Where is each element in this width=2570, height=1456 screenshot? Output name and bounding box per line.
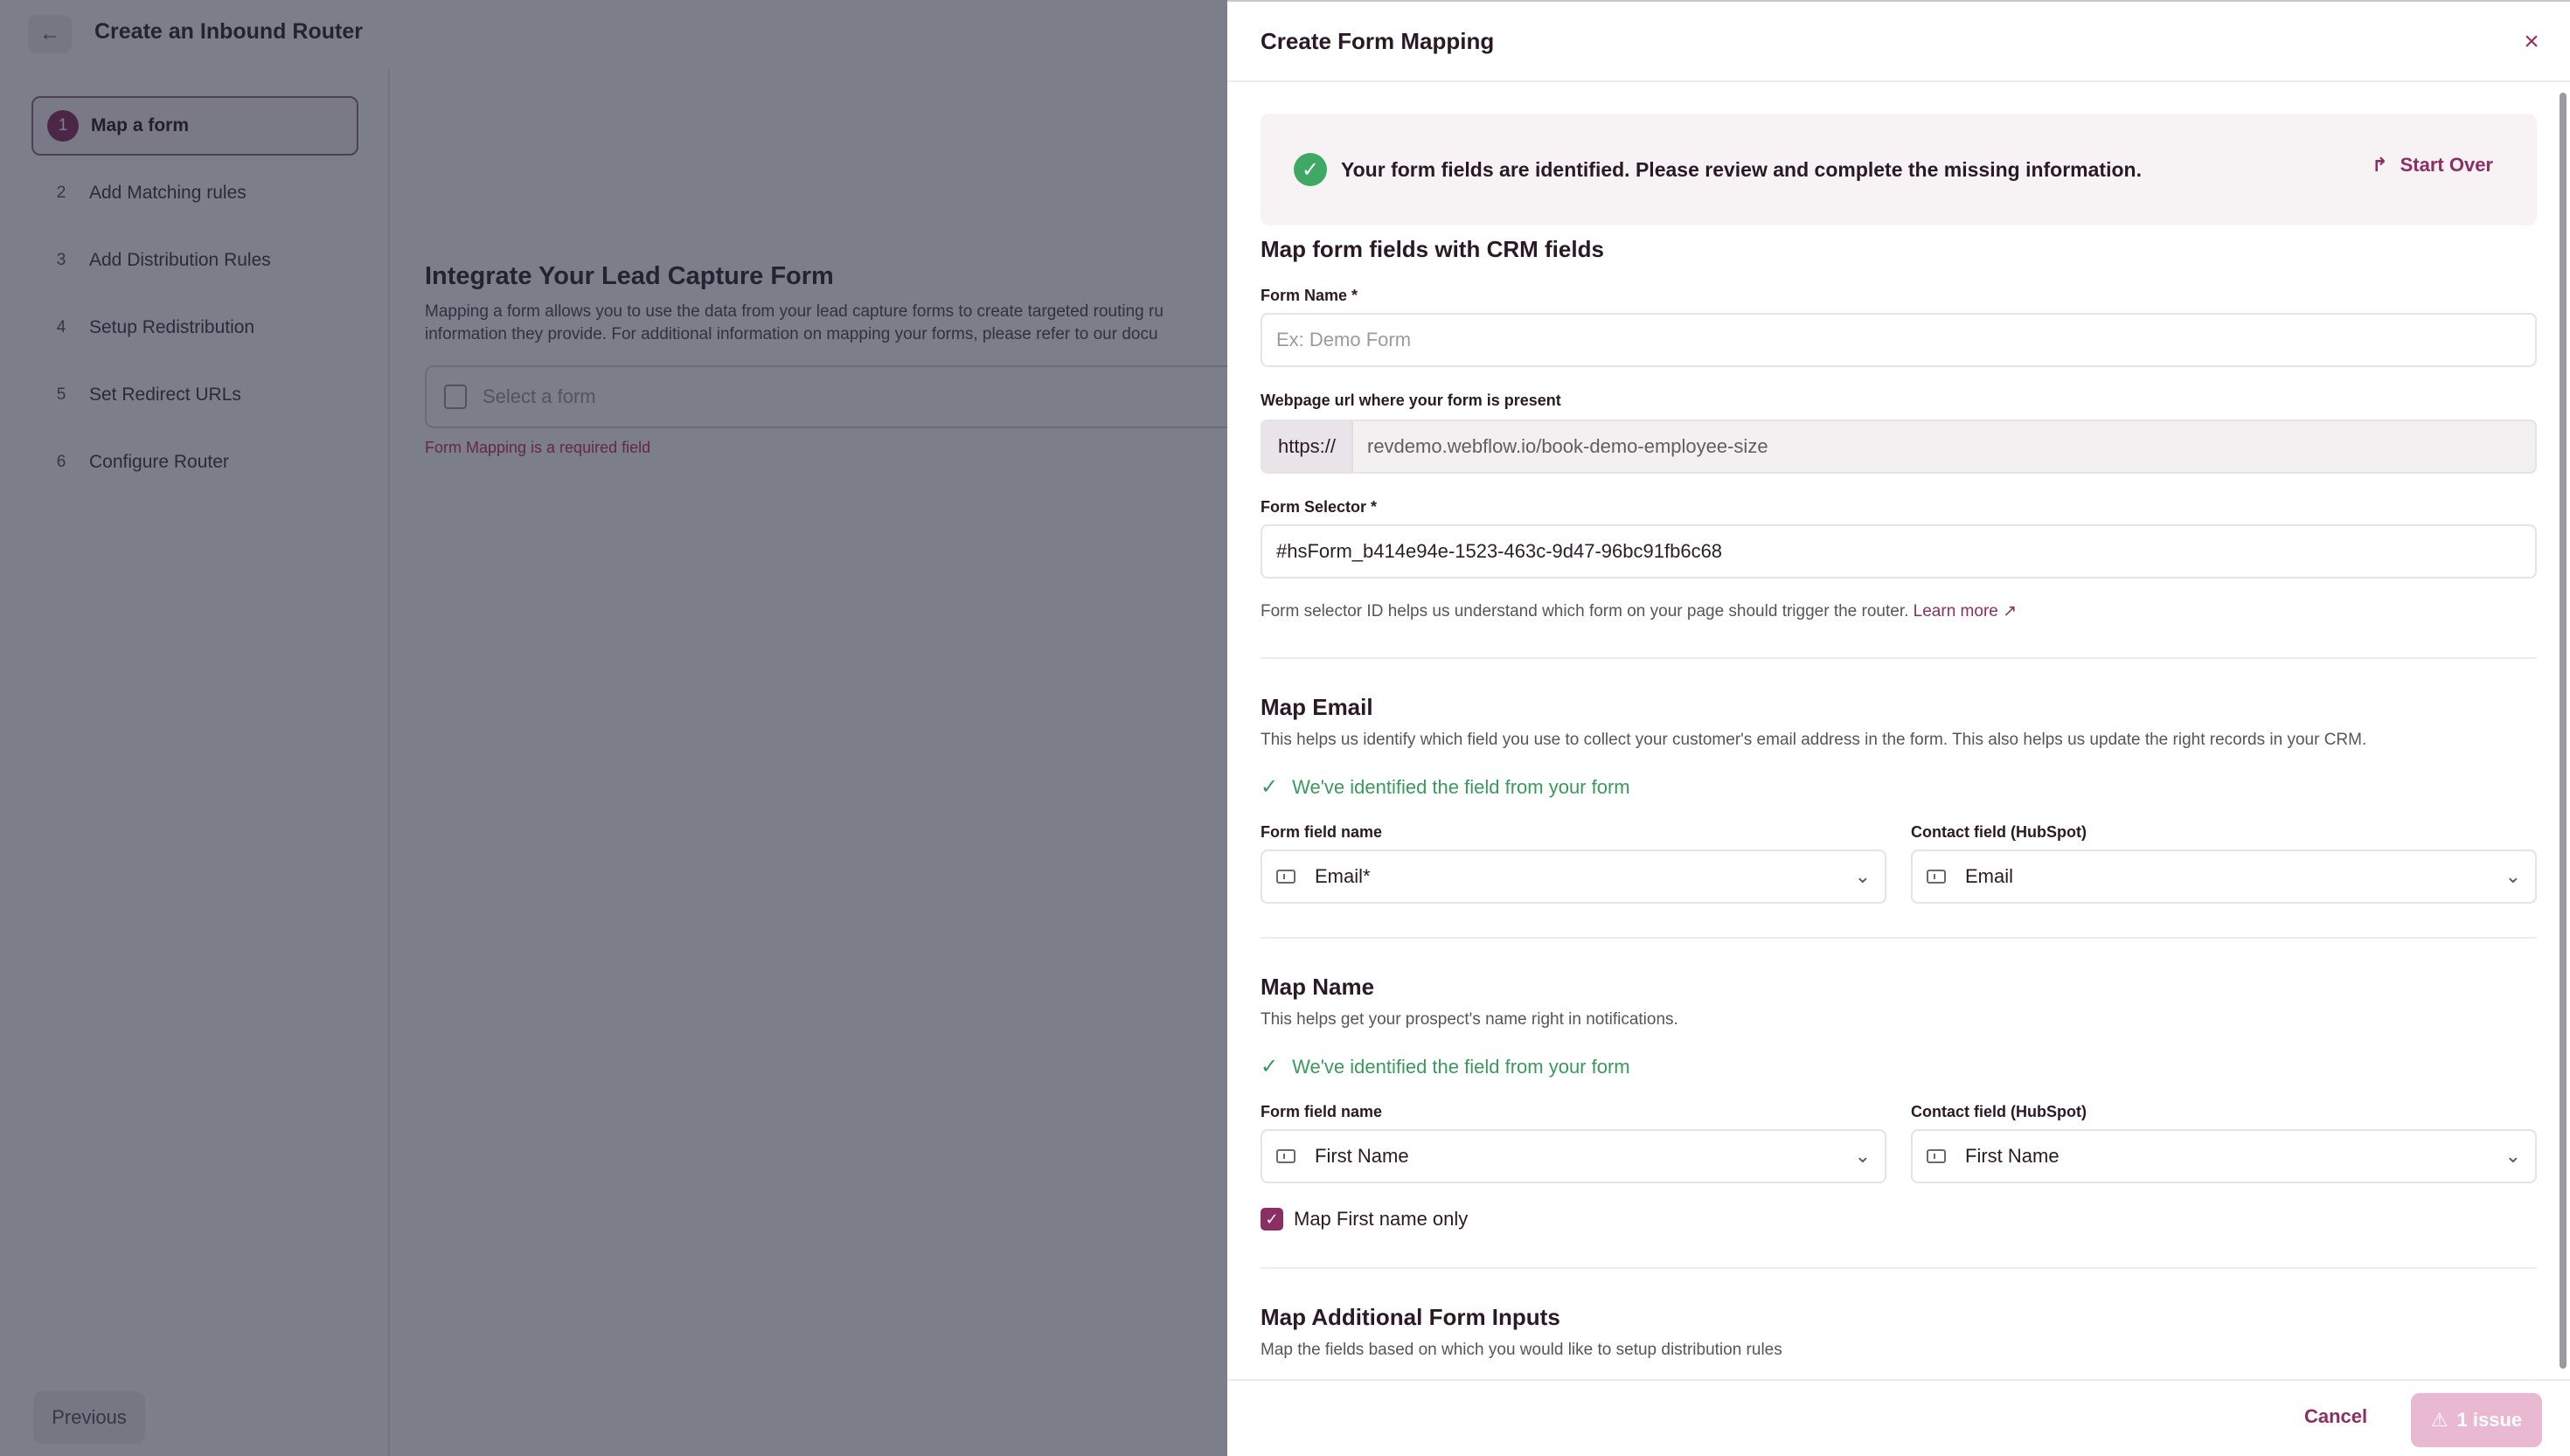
map-additional-description: Map the fields based on which you would like to setup distribution rules	[1261, 1341, 1782, 1359]
name-form-field-select[interactable]	[1261, 1129, 1886, 1183]
scrollbar[interactable]	[2560, 93, 2567, 1369]
chevron-down-icon: ⌄	[1854, 1145, 1871, 1167]
form-name-placeholder: Ex: Demo Form	[1276, 329, 1412, 350]
start-over-label: Start Over	[2400, 154, 2493, 176]
issues-button[interactable]	[2411, 1393, 2542, 1447]
form-mapping-drawer	[1227, 0, 2570, 1456]
selected-value: First Name	[1965, 1145, 2059, 1167]
section-divider	[1261, 937, 2537, 939]
selected-value: First Name	[1315, 1145, 1409, 1167]
learn-more-link[interactable]: Learn more ↗	[1913, 602, 2018, 621]
form-field-icon	[1276, 1149, 1295, 1163]
close-icon: ×	[2524, 27, 2539, 56]
chevron-down-icon: ⌄	[2504, 1145, 2521, 1167]
name-contact-field-select[interactable]	[1911, 1129, 2537, 1183]
form-name-input[interactable]	[1261, 313, 2537, 367]
email-contact-field-select[interactable]	[1911, 849, 2537, 904]
selected-value: Email*	[1315, 865, 1371, 887]
url-prefix: https://	[1262, 421, 1353, 472]
webpage-url-input[interactable]	[1261, 419, 2537, 474]
drawer-header	[1227, 2, 2570, 82]
form-selector-helper	[1261, 601, 2017, 621]
check-circle-icon: ✓	[1294, 153, 1327, 186]
chevron-down-icon: ⌄	[2504, 865, 2521, 887]
form-field-icon	[1927, 1149, 1946, 1163]
helper-text: Form selector ID helps us understand which form on your page should trigger the router.	[1261, 602, 1909, 621]
form-field-icon	[1927, 870, 1946, 884]
email-form-field-label: Form field name	[1261, 823, 1383, 841]
map-name-title: Map Name	[1261, 974, 1375, 1000]
banner-text: Your form fields are identified. Please review and complete the missing information.	[1341, 157, 2142, 181]
chevron-down-icon: ⌄	[1854, 865, 1871, 887]
selected-value: Email	[1965, 865, 2014, 887]
warning-icon: ⚠	[2430, 1409, 2448, 1431]
start-over-button[interactable]	[2372, 154, 2493, 177]
email-identified-status	[1261, 774, 1630, 800]
name-contact-field-label: Contact field (HubSpot)	[1911, 1103, 2087, 1120]
first-name-only-option[interactable]	[1261, 1208, 1468, 1231]
first-name-only-label: Map First name only	[1294, 1208, 1469, 1230]
map-name-description: This helps get your prospect's name right in notifications.	[1261, 1010, 1678, 1029]
issue-count-label: 1 issue	[2456, 1409, 2523, 1431]
identified-text: We've identified the field from your form	[1292, 775, 1630, 798]
identified-banner	[1261, 114, 2537, 225]
section-divider	[1261, 1267, 2537, 1269]
check-icon: ✓	[1261, 1055, 1279, 1078]
modal-overlay[interactable]	[0, 0, 1227, 1456]
form-selector-input[interactable]	[1261, 524, 2537, 579]
url-value: revdemo.webflow.io/book-demo-employee-size	[1367, 435, 1768, 457]
form-selector-value: #hsForm_b414e94e-1523-463c-9d47-96bc91fb6c68	[1276, 540, 1723, 562]
map-email-title: Map Email	[1261, 694, 1373, 720]
first-name-only-checkbox[interactable]: ✓	[1261, 1208, 1283, 1231]
cancel-button[interactable]: Cancel	[2304, 1405, 2368, 1427]
map-additional-title: Map Additional Form Inputs	[1261, 1304, 1560, 1330]
drawer-title: Create Form Mapping	[1261, 28, 1495, 54]
form-selector-label: Form Selector *	[1261, 498, 1378, 516]
name-form-field-label: Form field name	[1261, 1103, 1383, 1120]
drawer-footer	[1227, 1379, 2570, 1456]
map-email-description: This helps us identify which field you use to collect your customer's email address in the form. This also helps us update the right records in your CRM.	[1261, 731, 2367, 749]
name-identified-status	[1261, 1054, 1630, 1079]
form-field-icon	[1276, 870, 1295, 884]
identified-text: We've identified the field from your form	[1292, 1055, 1630, 1078]
close-button[interactable]	[2516, 26, 2547, 58]
webpage-url-label: Webpage url where your form is present	[1261, 392, 1561, 409]
email-contact-field-label: Contact field (HubSpot)	[1911, 823, 2087, 841]
check-icon: ✓	[1261, 775, 1279, 799]
email-form-field-select[interactable]	[1261, 849, 1886, 904]
map-fields-title: Map form fields with CRM fields	[1261, 236, 1604, 262]
section-divider	[1261, 657, 2537, 659]
form-name-label: Form Name *	[1261, 287, 1358, 304]
redo-arrow-icon: ↱	[2372, 154, 2388, 176]
